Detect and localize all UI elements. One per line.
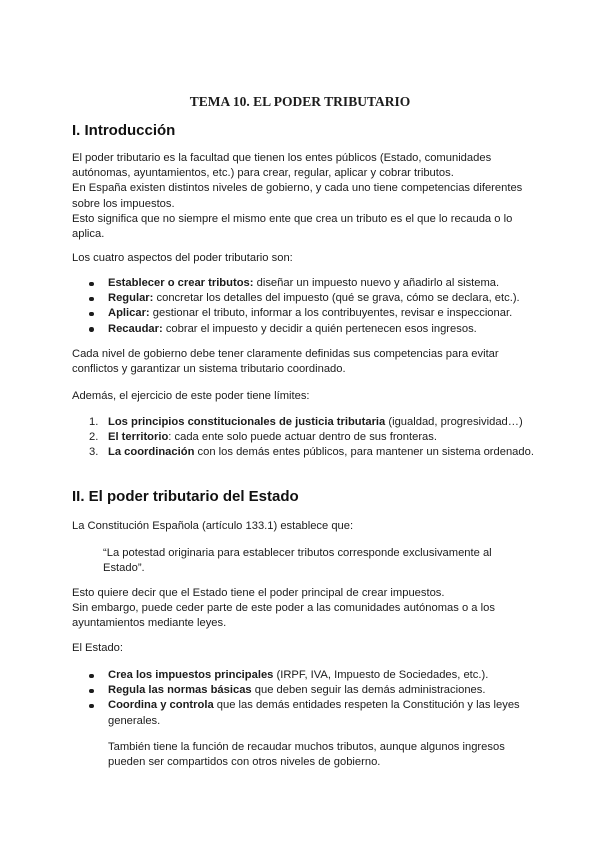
aspects-intro: Los cuatro aspectos del poder tributario son: bbox=[72, 252, 293, 264]
list-item: Regular: concretar los detalles del impuesto (qué se grava, cómo se declara, etc.). bbox=[72, 291, 532, 306]
el-estado-label: El Estado: bbox=[72, 642, 123, 654]
estado-paragraph bbox=[72, 586, 542, 632]
document-title: TEMA 10. EL PODER TRIBUTARIO bbox=[189, 94, 411, 109]
list-item: Establecer o crear tributos: diseñar un impuesto nuevo y añadirlo al sistema. bbox=[72, 276, 532, 291]
list-item: Aplicar: gestionar el tributo, informar a los contribuyentes, revisar e inspeccionar. bbox=[72, 306, 532, 321]
intro-paragraph bbox=[72, 151, 542, 242]
estado-line-1: Esto quiere decir que el Estado tiene el poder principal de crear impuestos. bbox=[72, 587, 445, 599]
competencias-paragraph: Cada nivel de gobierno debe tener claramente definidas sus competencias para evitar conflictos y garantizar un sistema tributario coordinado. bbox=[72, 348, 499, 376]
list-item: 2. El territorio: cada ente solo puede actuar dentro de sus fronteras. bbox=[89, 431, 437, 444]
estado-line-2: Sin embargo, puede ceder parte de este poder a las comunidades autónomas o a los ayuntamientos mediante leyes. bbox=[72, 602, 495, 630]
constitution-paragraph: La Constitución Española (artículo 133.1) establece que: bbox=[72, 520, 354, 532]
list-item: Regula las normas básicas que deben seguir las demás administraciones. bbox=[72, 683, 542, 698]
intro-line-2: En España existen distintos niveles de gobierno, y cada uno tiene competencias diferentes sobre los impuestos. bbox=[72, 182, 523, 210]
list-item: Crea los impuestos principales (IRPF, IVA, Impuesto de Sociedades, etc.). bbox=[72, 668, 542, 683]
constitution-quote: “La potestad originaria para establecer tributos corresponde exclusivamente al Estado”. bbox=[103, 547, 492, 575]
intro-line-1: El poder tributario es la facultad que tienen los entes públicos (Estado, comunidades autónomas, ayuntamientos, etc.) para crear, regular, aplicar y cobrar tributos. bbox=[72, 152, 492, 180]
list-item: 3. La coordinación con los demás entes públicos, para mantener un sistema ordenado. bbox=[89, 446, 534, 459]
section-heading-estado: II. El poder tributario del Estado bbox=[72, 488, 299, 505]
list-item: Recaudar: cobrar el impuesto y decidir a quién pertenecen esos ingresos. bbox=[72, 322, 532, 337]
aspects-list bbox=[72, 276, 532, 337]
intro-line-3: Esto significa que no siempre el mismo ente que crea un tributo es el que lo recauda o lo aplica. bbox=[72, 212, 513, 241]
list-item: Coordina y controla que las demás entidades respeten la Constitución y las leyes generales. bbox=[72, 698, 542, 728]
limits-intro: Además, el ejercicio de este poder tiene límites: bbox=[72, 390, 310, 402]
estado-functions-list bbox=[72, 668, 542, 729]
limits-list bbox=[72, 415, 542, 461]
list-item: 1. Los principios constitucionales de justicia tributaria (igualdad, progresividad…) bbox=[89, 416, 523, 428]
recaudar-paragraph: También tiene la función de recaudar muchos tributos, aunque algunos ingresos pueden ser compartidos con otros niveles de gobierno. bbox=[108, 741, 505, 769]
section-heading-introduccion: I. Introducción bbox=[72, 122, 176, 139]
